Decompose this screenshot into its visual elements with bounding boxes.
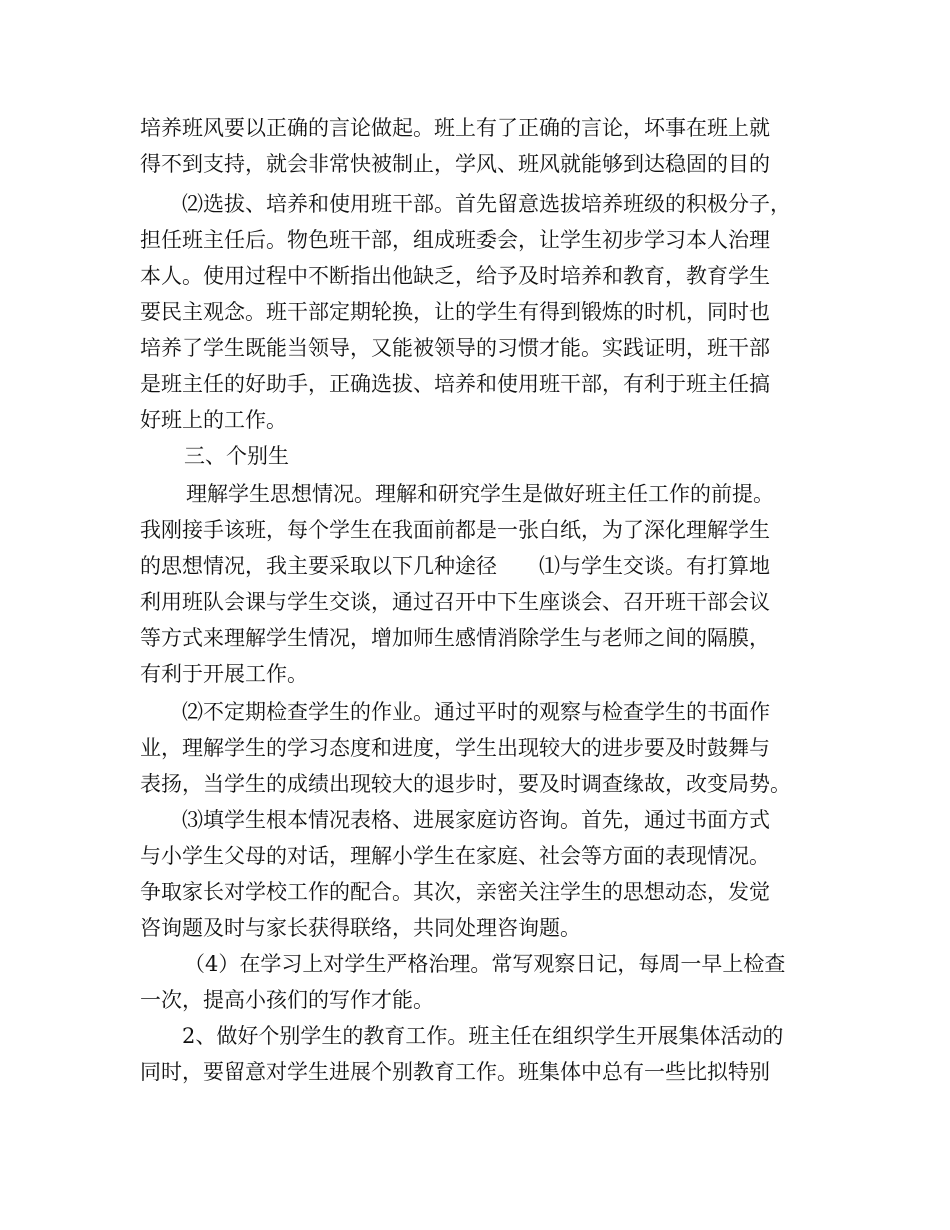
text-line: 等方式来理解学生情况，增加师生感情消除学生与老师之间的隔膜，	[140, 626, 770, 650]
text-line: 争取家长对学校工作的配合。其次，亲密关注学生的思想动态，发觉	[140, 880, 770, 904]
text-line: 理解学生思想情况。理解和研究学生是做好班主任工作的前提。	[186, 482, 774, 506]
text-line: 与小学生父母的对话，理解小学生在家庭、社会等方面的表现情况。	[140, 844, 770, 868]
text-line: 担任班主任后。物色班干部，组成班委会，让学生初步学习本人治理	[140, 228, 770, 252]
text-line: 2、做好个别学生的教育工作。班主任在组织学生开展集体活动的	[182, 1024, 784, 1048]
text-line: 同时，要留意对学生进展个别教育工作。班集体中总有一些比拟特别	[140, 1060, 770, 1084]
text-line: （4）在学习上对学生严格治理。常写观察日记，每周一早上检查	[184, 952, 786, 976]
text-line: 培养了学生既能当领导，又能被领导的习惯才能。实践证明，班干部	[140, 336, 770, 360]
text-line: 本人。使用过程中不断指出他缺乏，给予及时培养和教育，教育学生	[140, 264, 770, 288]
text-line: 有利于开展工作。	[140, 662, 308, 686]
text-line: 要民主观念。班干部定期轮换，让的学生有得到锻炼的时机，同时也	[140, 300, 770, 324]
text-line: 利用班队会课与学生交谈，通过召开中下生座谈会、召开班干部会议	[140, 590, 770, 614]
text-line: 的思想情况，我主要采取以下几种途径 ⑴与学生交谈。有打算地	[140, 554, 770, 578]
text-line: ⑵不定期检查学生的作业。通过平时的观察与检查学生的书面作	[182, 700, 770, 724]
text-line: 好班上的工作。	[140, 408, 287, 432]
text-line: ⑶填学生根本情况表格、进展家庭访咨询。首先，通过书面方式	[182, 808, 770, 832]
text-line: ⑵选拔、培养和使用班干部。首先留意选拔培养班级的积极分子，	[182, 192, 791, 216]
text-line: 业，理解学生的学习态度和进度，学生出现较大的进步要及时鼓舞与	[140, 736, 770, 760]
section-heading: 三、个别生	[184, 444, 289, 468]
text-line: 我刚接手该班，每个学生在我面前都是一张白纸，为了深化理解学生	[140, 518, 770, 542]
text-line: 一次，提高小孩们的写作才能。	[140, 988, 434, 1012]
text-line: 得不到支持，就会非常快被制止，学风、班风就能够到达稳固的目的	[140, 152, 770, 176]
text-line: 培养班风要以正确的言论做起。班上有了正确的言论，坏事在班上就	[140, 116, 770, 140]
text-line: 表扬，当学生的成绩出现较大的退步时，要及时调查缘故，改变局势。	[140, 772, 791, 796]
text-line: 咨询题及时与家长获得联络，共同处理咨询题。	[140, 916, 581, 940]
text-line: 是班主任的好助手，正确选拔、培养和使用班干部，有利于班主任搞	[140, 372, 770, 396]
